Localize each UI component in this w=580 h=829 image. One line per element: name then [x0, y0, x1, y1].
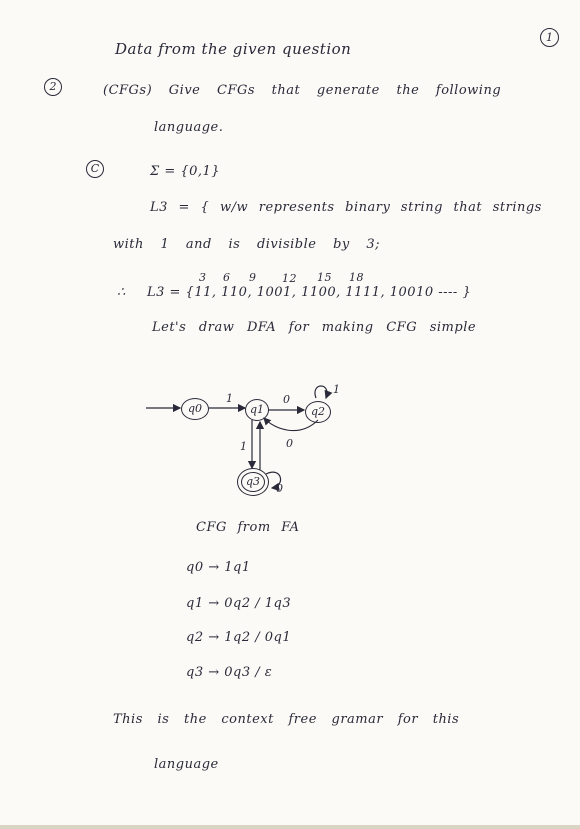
- label-q1-q2: 0: [283, 393, 291, 406]
- question-line-2: language.: [154, 120, 224, 135]
- part-letter: C: [90, 162, 100, 175]
- conclusion-line-1: This is the context free gramar for this: [113, 712, 460, 727]
- l3-set: L3 = {11, 110, 1001, 1100, 1111, 10010 ---- }: [147, 285, 472, 300]
- state-q0-label: q0: [187, 402, 203, 415]
- question-line: (CFGs) Give CFGs that generate the following: [103, 83, 502, 98]
- production: q2 → 1q2 / 0q1: [186, 630, 292, 645]
- heading: Data from the given question: [115, 40, 352, 58]
- label-q1-q3: 1: [240, 440, 248, 453]
- production: q1 → 0q2 / 1q3: [186, 596, 292, 611]
- state-q2-label: q2: [310, 405, 326, 418]
- state-q0: [181, 398, 209, 420]
- set-number: 9: [249, 271, 257, 284]
- dfa-intro: Let's draw DFA for making CFG simple: [152, 320, 477, 335]
- loop-q2: [315, 386, 327, 398]
- l3-definition-line-2: with 1 and is divisible by 3;: [113, 237, 381, 252]
- label-q0-q1: 1: [226, 392, 234, 405]
- state-q1: [245, 399, 269, 421]
- set-number: 6: [223, 271, 231, 284]
- cfg-title: CFG from FA: [196, 520, 300, 535]
- state-q3-final: [237, 468, 269, 496]
- page-bottom-edge: [0, 825, 580, 829]
- page-number: 1: [546, 31, 553, 44]
- set-number: 18: [349, 271, 364, 284]
- therefore-symbol: ∴: [117, 285, 126, 300]
- label-q3-loop: 0: [276, 482, 284, 495]
- set-number: 12: [282, 272, 297, 285]
- production: q0 → 1q1: [186, 560, 251, 575]
- state-q2: [305, 401, 331, 423]
- set-number: 15: [317, 271, 332, 284]
- state-q1-label: q1: [249, 403, 265, 416]
- label-q2-loop: 1: [333, 383, 341, 396]
- label-q3-q1: 0: [286, 437, 294, 450]
- question-number: 2: [49, 80, 57, 93]
- state-q3-label: q3: [245, 475, 261, 488]
- l3-definition-line-1: L3 = { w/w represents binary string that strings: [150, 200, 542, 215]
- set-number: 3: [199, 271, 207, 284]
- production: q3 → 0q3 / ε: [186, 665, 273, 680]
- conclusion-line-2: language: [154, 757, 219, 772]
- sigma-definition: Σ = {0,1}: [150, 164, 221, 179]
